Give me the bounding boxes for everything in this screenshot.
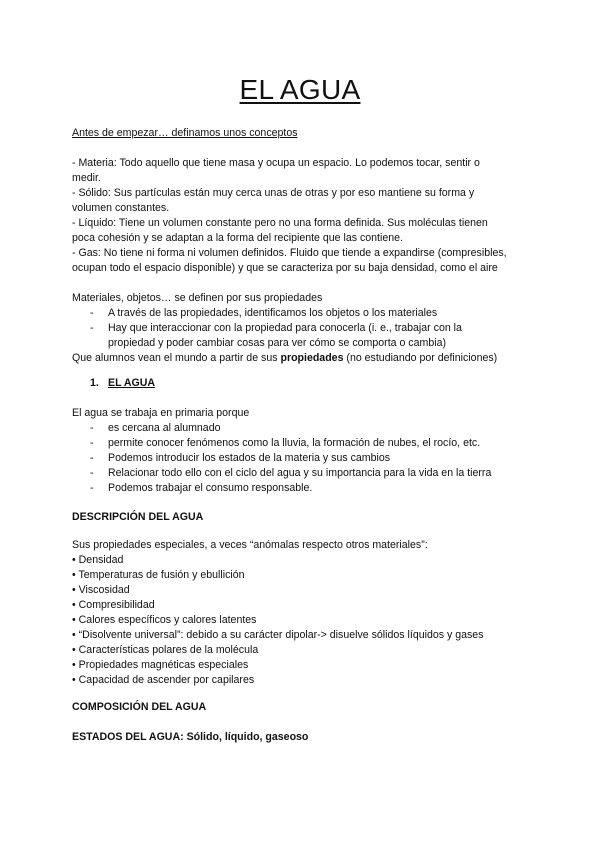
list-item-text: A través de las propiedades, identificamos los objetos o los materiales <box>108 307 438 319</box>
property-item: • Capacidad de ascender por capilares <box>72 674 255 686</box>
list-item <box>90 436 480 451</box>
list-dash: - <box>90 307 94 319</box>
intro-heading: Antes de empezar… definamos unos conceptos <box>72 127 298 139</box>
definition-line: poca cohesión y se adaptan a la forma del recipiente que las contiene. <box>72 232 403 244</box>
property-item: • Viscosidad <box>72 584 130 596</box>
section-label: EL AGUA <box>108 377 156 389</box>
list-dash: - <box>90 467 94 479</box>
list-item-continuation: propiedad y poder cambiar cosas para ver cómo se comporta o cambia) <box>108 337 446 349</box>
list-item <box>90 421 220 436</box>
section-heading <box>90 376 155 391</box>
definition-line: medir. <box>72 172 101 184</box>
definition-line: - Gas: No tiene ni forma ni volumen definidos. Fluido que tiende a expandirse (compresibles, <box>72 247 507 259</box>
materials-intro: Materiales, objetos… se definen por sus propiedades <box>72 292 323 304</box>
list-item <box>90 451 390 466</box>
definition-line: - Líquido: Tiene un volumen constante pero no una forma definida. Sus moléculas tienen <box>72 217 488 229</box>
list-item-text: permite conocer fenómenos como la lluvia, la formación de nubes, el rocío, etc. <box>108 437 481 449</box>
list-dash: - <box>90 422 94 434</box>
list-dash: - <box>90 482 94 494</box>
list-item-text: Hay que interaccionar con la propiedad para conocerla (i. e., trabajar con la <box>108 322 462 334</box>
list-item <box>90 481 312 496</box>
list-dash: - <box>90 437 94 449</box>
states-heading: ESTADOS DEL AGUA: Sólido, líquido, gaseoso <box>72 731 309 743</box>
section-intro: El agua se trabaja en primaria porque <box>72 407 250 419</box>
definition-line: volumen constantes. <box>72 202 170 214</box>
closing-emphasis: propiedades <box>280 352 344 364</box>
list-item-text: es cercana al alumnado <box>108 422 221 434</box>
definition-line: - Materia: Todo aquello que tiene masa y ocupa un espacio. Lo podemos tocar, sentir o <box>72 157 480 169</box>
list-item <box>90 466 491 481</box>
composition-heading: COMPOSICIÓN DEL AGUA <box>72 701 207 713</box>
definition-line: ocupan todo el espacio disponible) y que se caracteriza por su baja densidad, como el aire <box>72 262 498 274</box>
materials-closing <box>72 351 532 366</box>
section-number: 1. <box>90 377 99 389</box>
list-item <box>90 321 462 336</box>
description-intro: Sus propiedades especiales, a veces “anómalas respecto otros materiales”: <box>72 539 428 551</box>
closing-text: (no estudiando por definiciones) <box>343 352 498 364</box>
list-dash: - <box>90 322 94 334</box>
property-item: • Características polares de la molécula <box>72 644 259 656</box>
property-item: • Calores específicos y calores latentes <box>72 614 257 626</box>
property-item: • “Disolvente universal”: debido a su carácter dipolar-> disuelve sólidos líquidos y gases <box>72 629 484 641</box>
property-item: • Densidad <box>72 554 124 566</box>
list-dash: - <box>90 452 94 464</box>
list-item-text: Relacionar todo ello con el ciclo del agua y su importancia para la vida en la tierra <box>108 467 492 479</box>
description-heading: DESCRIPCIÓN DEL AGUA <box>72 511 204 523</box>
closing-text: Que alumnos vean el mundo a partir de sus <box>72 352 281 364</box>
list-item <box>90 306 437 321</box>
list-item-text: Podemos introducir los estados de la materia y sus cambios <box>108 452 391 464</box>
definition-line: - Sólido: Sus partículas están muy cerca unas de otras y por eso mantiene su forma y <box>72 187 475 199</box>
property-item: • Compresibilidad <box>72 599 155 611</box>
list-item-text: Podemos trabajar el consumo responsable. <box>108 482 313 494</box>
property-item: • Propiedades magnéticas especiales <box>72 659 249 671</box>
page-title: EL AGUA <box>239 74 361 105</box>
property-item: • Temperaturas de fusión y ebullición <box>72 569 245 581</box>
